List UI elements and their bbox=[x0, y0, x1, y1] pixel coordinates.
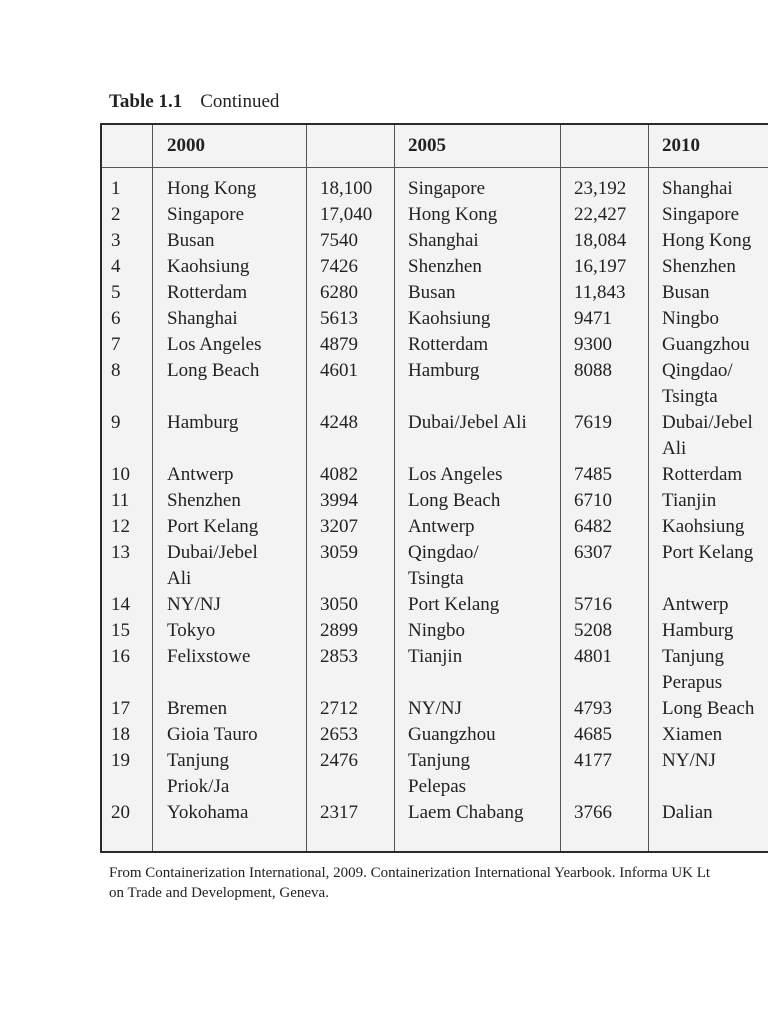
teu-2005-cell: 4685 bbox=[574, 724, 612, 745]
column-divider bbox=[560, 125, 561, 851]
port-2005-cell: NY/NJ bbox=[408, 698, 462, 719]
port-2010-cell: Port Kelang bbox=[662, 542, 754, 563]
teu-2005-cell: 7485 bbox=[574, 464, 612, 485]
teu-2000-cell: 5613 bbox=[320, 308, 358, 329]
rank-cell: 1 bbox=[111, 178, 121, 199]
teu-2000-cell: 4601 bbox=[320, 360, 358, 381]
column-divider bbox=[306, 125, 307, 851]
teu-2000-cell: 6280 bbox=[320, 282, 358, 303]
port-2010-cell: Hong Kong bbox=[662, 230, 752, 251]
port-2010-cell: Dalian bbox=[662, 802, 713, 823]
port-2005-cell: Shenzhen bbox=[408, 256, 482, 277]
port-2010-cell: Dubai/Jebel bbox=[662, 412, 753, 433]
port-2010-cell: Hamburg bbox=[662, 620, 734, 641]
teu-2000-cell: 3207 bbox=[320, 516, 358, 537]
rank-cell: 5 bbox=[111, 282, 121, 303]
table-caption-text: Continued bbox=[200, 91, 280, 112]
teu-2005-cell: 16,197 bbox=[574, 256, 627, 277]
teu-2005-cell: 4177 bbox=[574, 750, 612, 771]
rank-cell: 16 bbox=[111, 646, 130, 667]
table-caption bbox=[109, 88, 279, 116]
port-2010-cell: Shanghai bbox=[662, 178, 733, 199]
port-2005-cell: Busan bbox=[408, 282, 456, 303]
port-2010-cell: NY/NJ bbox=[662, 750, 716, 771]
teu-2000-cell: 3050 bbox=[320, 594, 358, 615]
table-label: Table 1.1 bbox=[109, 91, 183, 112]
teu-2005-cell: 3766 bbox=[574, 802, 612, 823]
port-2005-cell: Pelepas bbox=[408, 776, 467, 797]
rank-cell: 19 bbox=[111, 750, 130, 771]
port-2000-cell: Busan bbox=[167, 230, 215, 251]
teu-2000-cell: 4082 bbox=[320, 464, 358, 485]
column-divider bbox=[394, 125, 395, 851]
teu-2000-cell: 2853 bbox=[320, 646, 358, 667]
column-divider bbox=[152, 125, 153, 851]
port-2010-cell: Tsingta bbox=[662, 386, 718, 407]
rank-cell: 15 bbox=[111, 620, 130, 641]
port-2010-cell: Kaohsiung bbox=[662, 516, 745, 537]
port-2005-cell: Qingdao/ bbox=[408, 542, 479, 563]
port-2000-cell: Dubai/Jebel bbox=[167, 542, 258, 563]
column-divider bbox=[648, 125, 649, 851]
port-2010-cell: Long Beach bbox=[662, 698, 755, 719]
port-2005-cell: Tanjung bbox=[408, 750, 470, 771]
port-2000-cell: Port Kelang bbox=[167, 516, 259, 537]
teu-2005-cell: 4793 bbox=[574, 698, 612, 719]
rank-cell: 9 bbox=[111, 412, 121, 433]
teu-2005-cell: 11,843 bbox=[574, 282, 626, 303]
port-2010-cell: Singapore bbox=[662, 204, 740, 225]
rank-cell: 10 bbox=[111, 464, 130, 485]
port-2005-cell: Kaohsiung bbox=[408, 308, 491, 329]
teu-2005-cell: 8088 bbox=[574, 360, 612, 381]
port-2010-cell: Tianjin bbox=[662, 490, 717, 511]
teu-2005-cell: 23,192 bbox=[574, 178, 627, 199]
teu-2000-cell: 3059 bbox=[320, 542, 358, 563]
port-2005-cell: Hong Kong bbox=[408, 204, 498, 225]
rank-cell: 3 bbox=[111, 230, 121, 251]
port-2005-cell: Laem Chabang bbox=[408, 802, 524, 823]
rank-cell: 8 bbox=[111, 360, 121, 381]
teu-2005-cell: 6307 bbox=[574, 542, 612, 563]
rank-cell: 18 bbox=[111, 724, 130, 745]
port-2005-cell: Tsingta bbox=[408, 568, 464, 589]
teu-2005-cell: 7619 bbox=[574, 412, 612, 433]
year-header-2000: 2000 bbox=[167, 135, 205, 156]
port-2000-cell: Hong Kong bbox=[167, 178, 257, 199]
rank-cell: 12 bbox=[111, 516, 130, 537]
rank-cell: 13 bbox=[111, 542, 130, 563]
rank-cell: 2 bbox=[111, 204, 121, 225]
port-2005-cell: Los Angeles bbox=[408, 464, 503, 485]
rank-cell: 4 bbox=[111, 256, 121, 277]
teu-2005-cell: 18,084 bbox=[574, 230, 627, 251]
port-2010-cell: Guangzhou bbox=[662, 334, 750, 355]
port-2005-cell: Dubai/Jebel Ali bbox=[408, 412, 527, 433]
teu-2000-cell: 17,040 bbox=[320, 204, 373, 225]
port-2005-cell: Port Kelang bbox=[408, 594, 500, 615]
port-2000-cell: Tokyo bbox=[167, 620, 216, 641]
port-2000-cell: Yokohama bbox=[167, 802, 249, 823]
port-2010-cell: Rotterdam bbox=[662, 464, 743, 485]
port-2000-cell: Antwerp bbox=[167, 464, 234, 485]
ranking-table bbox=[100, 123, 768, 853]
port-2000-cell: Felixstowe bbox=[167, 646, 251, 667]
teu-2000-cell: 4248 bbox=[320, 412, 358, 433]
source-note bbox=[109, 863, 710, 903]
port-2000-cell: Shanghai bbox=[167, 308, 238, 329]
teu-2000-cell: 2653 bbox=[320, 724, 358, 745]
teu-2000-cell: 7540 bbox=[320, 230, 358, 251]
port-2000-cell: Bremen bbox=[167, 698, 228, 719]
rank-cell: 7 bbox=[111, 334, 121, 355]
teu-2000-cell: 7426 bbox=[320, 256, 358, 277]
port-2005-cell: Guangzhou bbox=[408, 724, 496, 745]
port-2000-cell: Hamburg bbox=[167, 412, 239, 433]
port-2000-cell: Priok/Ja bbox=[167, 776, 230, 797]
source-note-line: From Containerization International, 2009. Containerization International Yearbook. Informa UK Lt bbox=[109, 865, 711, 881]
port-2010-cell: Ali bbox=[662, 438, 687, 459]
teu-2000-cell: 18,100 bbox=[320, 178, 373, 199]
teu-2000-cell: 2476 bbox=[320, 750, 358, 771]
teu-2005-cell: 5208 bbox=[574, 620, 612, 641]
teu-2000-cell: 2712 bbox=[320, 698, 358, 719]
header-divider bbox=[102, 167, 768, 168]
port-2000-cell: Ali bbox=[167, 568, 192, 589]
port-2010-cell: Busan bbox=[662, 282, 710, 303]
teu-2005-cell: 5716 bbox=[574, 594, 612, 615]
port-2005-cell: Long Beach bbox=[408, 490, 501, 511]
port-2010-cell: Qingdao/ bbox=[662, 360, 733, 381]
port-2005-cell: Ningbo bbox=[408, 620, 465, 641]
port-2005-cell: Tianjin bbox=[408, 646, 463, 667]
port-2000-cell: NY/NJ bbox=[167, 594, 221, 615]
rank-cell: 6 bbox=[111, 308, 121, 329]
teu-2000-cell: 2899 bbox=[320, 620, 358, 641]
port-2010-cell: Shenzhen bbox=[662, 256, 736, 277]
port-2000-cell: Singapore bbox=[167, 204, 245, 225]
rank-cell: 11 bbox=[111, 490, 130, 511]
port-2000-cell: Long Beach bbox=[167, 360, 260, 381]
source-note-line: on Trade and Development, Geneva. bbox=[109, 885, 329, 901]
port-2000-cell: Kaohsiung bbox=[167, 256, 250, 277]
port-2010-cell: Xiamen bbox=[662, 724, 723, 745]
teu-2000-cell: 4879 bbox=[320, 334, 358, 355]
port-2005-cell: Hamburg bbox=[408, 360, 480, 381]
rank-cell: 14 bbox=[111, 594, 130, 615]
port-2010-cell: Ningbo bbox=[662, 308, 719, 329]
teu-2005-cell: 22,427 bbox=[574, 204, 627, 225]
teu-2005-cell: 6710 bbox=[574, 490, 612, 511]
port-2010-cell: Perapus bbox=[662, 672, 723, 693]
teu-2005-cell: 4801 bbox=[574, 646, 612, 667]
port-2005-cell: Rotterdam bbox=[408, 334, 489, 355]
year-header-2005: 2005 bbox=[408, 135, 446, 156]
rank-cell: 17 bbox=[111, 698, 130, 719]
port-2005-cell: Shanghai bbox=[408, 230, 479, 251]
rank-cell: 20 bbox=[111, 802, 130, 823]
teu-2000-cell: 2317 bbox=[320, 802, 358, 823]
teu-2005-cell: 6482 bbox=[574, 516, 612, 537]
port-2000-cell: Los Angeles bbox=[167, 334, 262, 355]
port-2005-cell: Antwerp bbox=[408, 516, 475, 537]
teu-2005-cell: 9300 bbox=[574, 334, 612, 355]
port-2010-cell: Tanjung bbox=[662, 646, 724, 667]
port-2005-cell: Singapore bbox=[408, 178, 486, 199]
port-2000-cell: Gioia Tauro bbox=[167, 724, 258, 745]
teu-2005-cell: 9471 bbox=[574, 308, 612, 329]
teu-2000-cell: 3994 bbox=[320, 490, 358, 511]
port-2010-cell: Antwerp bbox=[662, 594, 729, 615]
year-header-2010: 2010 bbox=[662, 135, 700, 156]
port-2000-cell: Shenzhen bbox=[167, 490, 241, 511]
port-2000-cell: Tanjung bbox=[167, 750, 229, 771]
port-2000-cell: Rotterdam bbox=[167, 282, 248, 303]
